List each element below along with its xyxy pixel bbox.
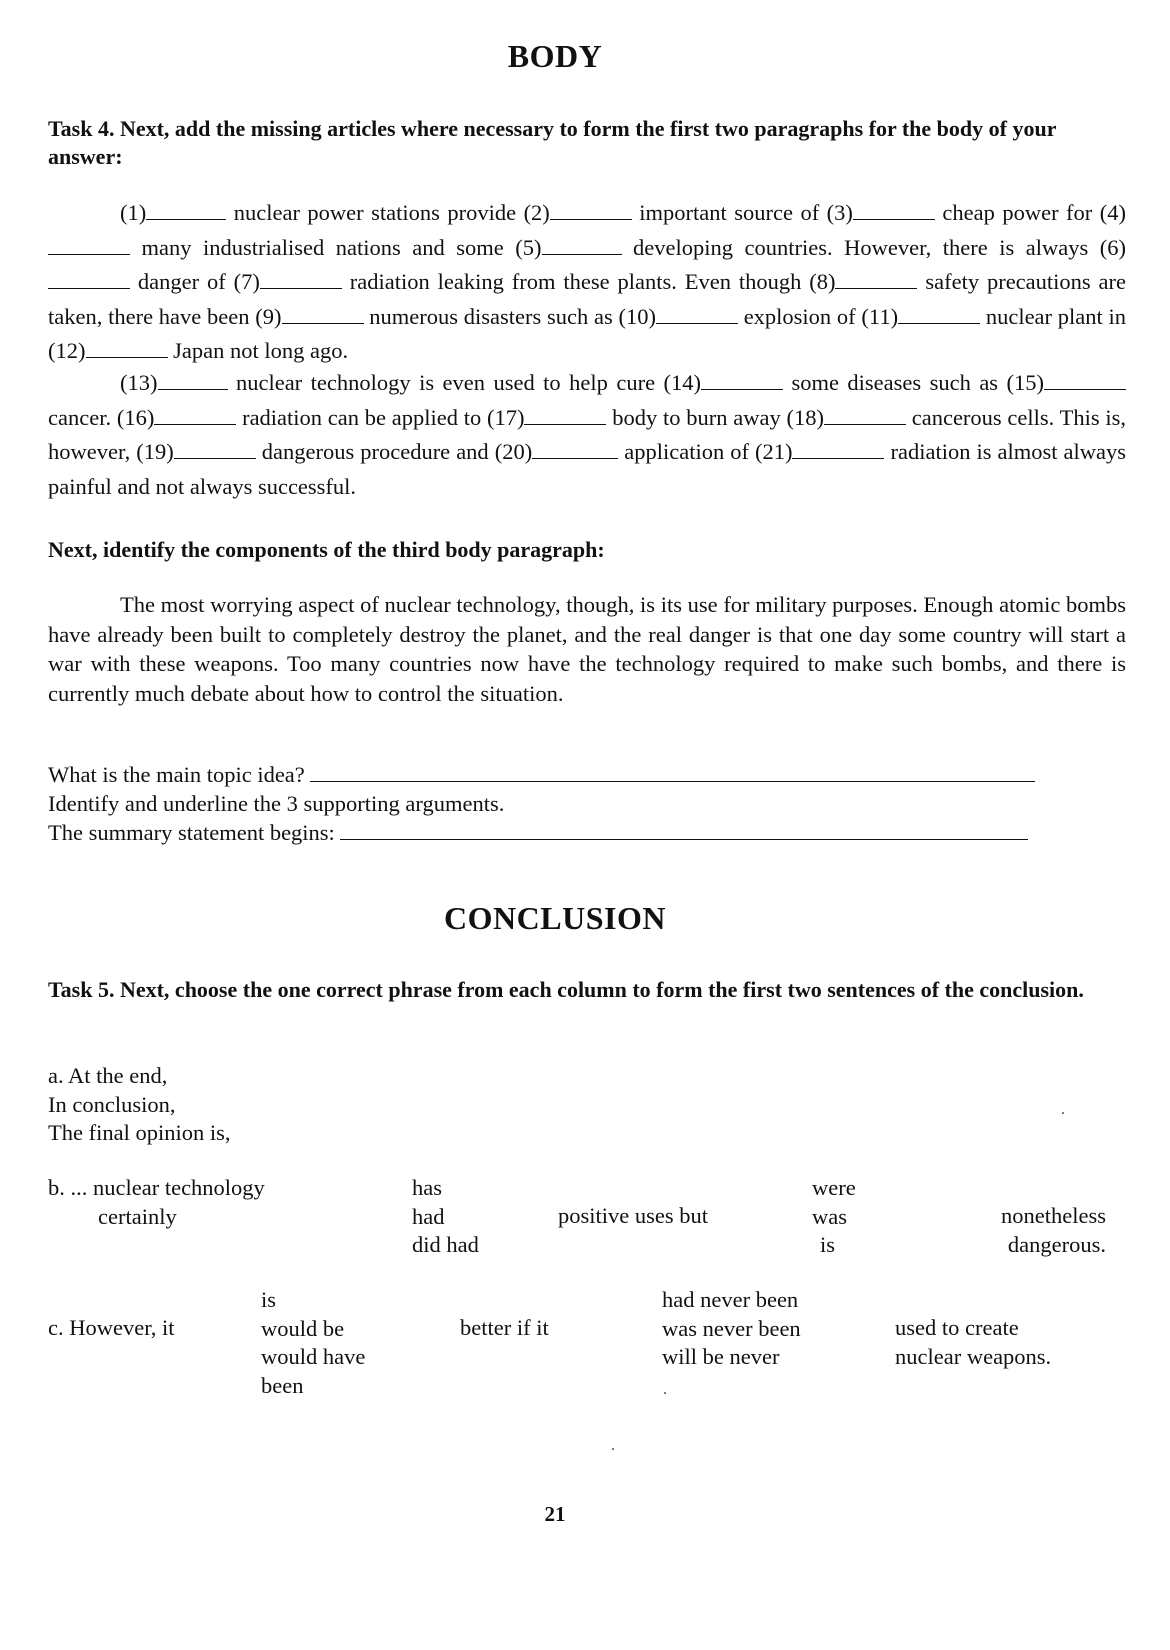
paragraph-text-segment: cancerous cells. This is, however, (19) [48, 404, 1127, 464]
paragraph-text-segment: application of (21) [624, 439, 793, 464]
option-a-choice-2: In conclusion, [48, 1091, 176, 1117]
article-blank[interactable] [1044, 367, 1126, 391]
article-blank[interactable] [86, 335, 168, 359]
article-blank[interactable] [835, 266, 917, 290]
option-c-col5-line-1: used to create [895, 1315, 1019, 1340]
option-c-col4-choice-1: had never been [662, 1287, 799, 1312]
article-blank[interactable] [656, 300, 738, 324]
paragraph-text-segment: cancer. (16) [48, 404, 155, 430]
paragraph-text-segment: important source of (3) [639, 200, 853, 225]
task5-instruction: Task 5. Next, choose the one correct phrase from each column to form the first two sentences of the conclusion. [48, 977, 1084, 1002]
paragraph-text-segment: safety precautions are taken, there have been (9) [48, 269, 1127, 329]
option-b-col2-choice-3: did had [412, 1232, 479, 1257]
article-blank[interactable] [898, 300, 980, 324]
third-body-paragraph: The most worrying aspect of nuclear technology, though, is its use for military purposes. Enough atomic bombs have already been built to completely destroy the planet, and the real danger is that one day some country will start a war with these weapons. Too many countries now have the technology required to make such bombs, and there is currently much debate about how to control the situation. [48, 592, 1126, 706]
option-c-column-4 [662, 1286, 801, 1372]
article-blank[interactable] [48, 266, 130, 290]
paragraph-text-segment: some diseases such as (15) [791, 370, 1045, 395]
paragraph-text-segment: (13) [120, 370, 158, 395]
article-blank[interactable] [174, 436, 256, 460]
paragraph-text-segment: (1) [120, 200, 147, 225]
summary-statement-label: The summary statement begins: [48, 820, 335, 845]
option-c-col2-choice-1: is [261, 1287, 277, 1312]
option-b-column-5 [1001, 1202, 1106, 1259]
option-b-col4-choice-1: were [812, 1175, 856, 1200]
option-b-col4-choice-3: is [820, 1232, 836, 1257]
scan-speck [612, 1448, 614, 1450]
summary-answer-line[interactable] [340, 821, 1028, 840]
paragraph-text-segment: cheap power for (4) [942, 200, 1127, 225]
paragraph-text-segment: developing countries. However, there is always (6) [633, 234, 1127, 260]
option-c-col4-choice-2: was never been [662, 1315, 801, 1341]
article-blank[interactable] [532, 436, 618, 460]
article-blank[interactable] [542, 231, 622, 255]
option-b-column-3: positive uses but [558, 1203, 708, 1228]
article-blank[interactable] [282, 300, 364, 324]
main-topic-question [48, 760, 1035, 790]
paragraph-text-segment: body to burn away (18) [612, 404, 824, 430]
option-b-column-4 [812, 1174, 856, 1260]
article-blank[interactable] [701, 367, 783, 391]
option-a-choice-1: a. At the end, [48, 1063, 168, 1088]
task5-option-a [48, 1062, 230, 1148]
paragraph-text-segment: nuclear power stations provide (2) [233, 200, 550, 225]
option-c-column-3: better if it [460, 1315, 549, 1340]
paragraph-text-segment: danger of (7) [137, 269, 260, 294]
third-paragraph-heading: Next, identify the components of the third body paragraph: [48, 537, 605, 562]
article-blank[interactable] [792, 436, 884, 460]
summary-statement-question [48, 818, 1028, 848]
option-b-col2-choice-1: has [412, 1175, 442, 1200]
option-c-col5-line-2: nuclear weapons. [895, 1343, 1052, 1369]
option-b-column-2 [412, 1174, 479, 1260]
paragraph-text-segment: explosion of (11) [743, 303, 899, 329]
option-b-col1-line-1: b. ... nuclear technology [48, 1175, 265, 1200]
conclusion-heading: CONCLUSION [444, 900, 666, 936]
task4-paragraph-1 [48, 196, 1126, 369]
task4-paragraph-2 [48, 366, 1126, 504]
task4-instruction: Task 4. Next, add the missing articles where necessary to form the first two paragraphs for the body of your answer: [48, 116, 1057, 169]
option-c-column-1: c. However, it [48, 1315, 175, 1340]
option-c-col2-choice-3: would have [261, 1344, 366, 1369]
main-topic-answer-line[interactable] [310, 763, 1035, 782]
body-heading: BODY [507, 38, 603, 74]
paragraph-text-segment: radiation leaking from these plants. Even though (8) [349, 269, 836, 294]
paragraph-text-segment: nuclear technology is even used to help cure (14) [235, 370, 701, 395]
paragraph-text-segment: many industrialised nations and some (5) [141, 234, 542, 260]
option-b-col5-line-1: nonetheless [1001, 1203, 1106, 1228]
article-blank[interactable] [260, 266, 342, 290]
scan-speck [664, 1392, 666, 1394]
supporting-arguments-instruction: Identify and underline the 3 supporting arguments. [48, 791, 505, 816]
option-c-col2-choice-3-cont: been [261, 1372, 304, 1398]
option-b-col4-choice-2: was [812, 1203, 847, 1229]
article-blank[interactable] [146, 197, 226, 221]
option-b-col2-choice-2: had [412, 1203, 445, 1229]
paragraph-text-segment: nuclear plant in (12) [48, 303, 1127, 363]
article-blank[interactable] [524, 401, 606, 425]
option-c-col2-choice-2: would be [261, 1315, 345, 1341]
option-c-col4-choice-3: will be never [662, 1344, 780, 1369]
scan-speck [1062, 1112, 1064, 1114]
article-blank[interactable] [158, 367, 228, 391]
paragraph-text-segment: numerous disasters such as (10) [369, 303, 656, 329]
article-blank[interactable] [154, 401, 236, 425]
option-c-column-5 [895, 1314, 1051, 1371]
option-b-col1-line-2: certainly [98, 1203, 177, 1229]
article-blank[interactable] [48, 231, 130, 255]
article-blank[interactable] [550, 197, 632, 221]
paragraph-text-segment: radiation can be applied to (17) [242, 404, 525, 430]
article-blank[interactable] [824, 401, 906, 425]
option-c-column-2 [261, 1286, 365, 1400]
option-b-col5-line-2: dangerous. [1007, 1231, 1106, 1257]
paragraph-text-segment: dangerous procedure and (20) [261, 439, 533, 464]
option-b-column-1 [48, 1174, 265, 1231]
page-number: 21 [544, 1502, 566, 1526]
paragraph-text-segment: Japan not long ago. [173, 338, 349, 363]
paragraph-text-segment: radiation is almost always painful and not always successful. [48, 439, 1127, 499]
option-a-choice-3: The final opinion is, [48, 1120, 231, 1145]
main-topic-label: What is the main topic idea? [48, 762, 305, 787]
article-blank[interactable] [853, 197, 935, 221]
